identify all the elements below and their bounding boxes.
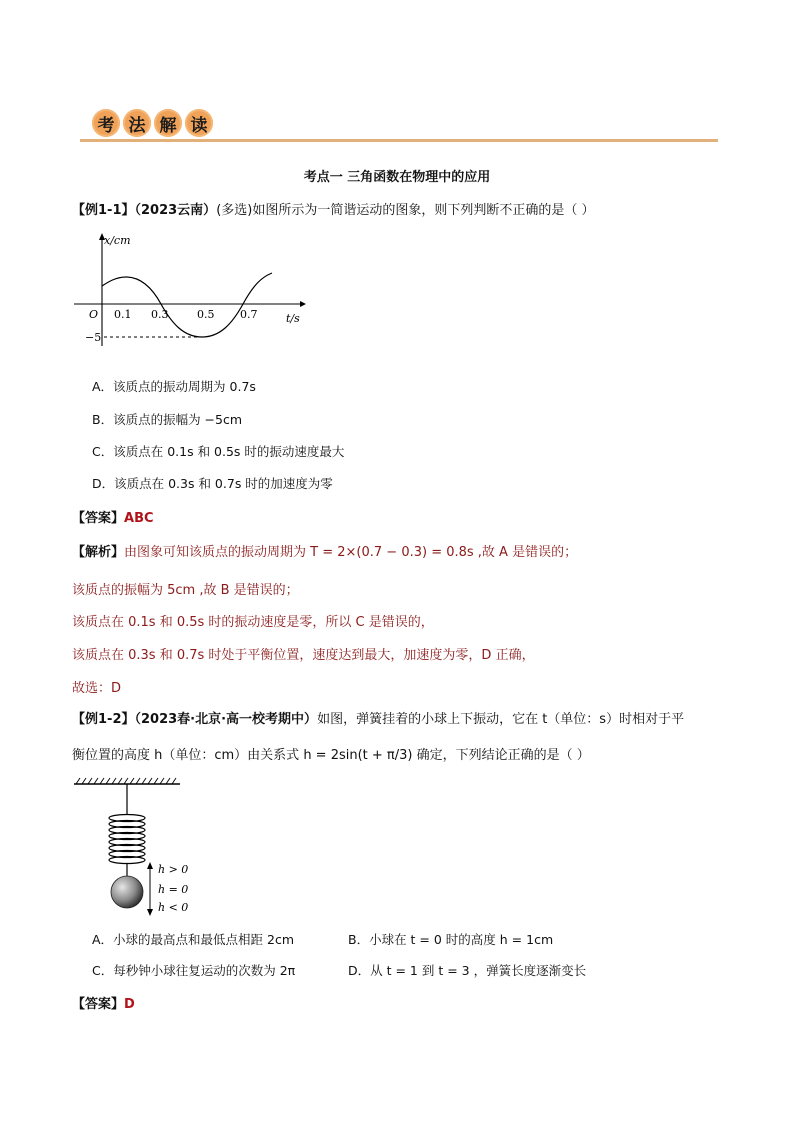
ceiling-hatch [76,778,176,784]
example-question: 如图，弹簧挂着的小球上下振动，它在 t（单位：s）时相对于平 [317,712,685,727]
answer2 [72,993,135,1012]
answer-tag: 【答案】 [72,511,125,526]
analysis-line-2: 该质点的振幅为 5cm ,故 B 是错误的； [72,583,299,598]
option-a: A．该质点的振动周期为 0.7s [92,379,256,394]
sine-curve [102,273,272,337]
x-tick-label: 0.7 [240,308,258,321]
shm-graph [72,228,312,350]
example-question: (多选)如图所示为一简谐运动的图象，则下列判断不正确的是（ ） [216,203,595,218]
option-c: C．该质点在 0.1s 和 0.5s 时的振动速度最大 [92,444,345,459]
answer-value: ABC [124,511,154,526]
y-tick-label: −5 [85,331,102,344]
spring-figure [72,776,212,918]
example2-stem-1 [72,708,684,727]
analysis-line-1 [72,541,577,560]
x-axis-label: t/s [286,312,300,325]
y-axis-label: x/cm [104,234,131,247]
example2-stem-2: 衡位置的高度 h（单位：cm）由关系式 h = 2sin(t + π/3) 确定，下列结论正确的是（ ） [72,748,590,763]
badge-char: 考 [92,109,120,137]
header-rule [80,139,718,142]
example1-stem [72,199,594,218]
section-badge [92,109,216,139]
analysis-tag: 【解析】 [72,545,125,560]
x-axis-arrow [300,301,306,307]
example-source: （2023春·北京·高一校考期中） [134,712,318,727]
answer-tag: 【答案】 [72,997,125,1012]
badge-char: 读 [185,109,213,137]
option-b: B．该质点的振幅为 −5cm [92,412,243,427]
option-a: A．小球的最高点和最低点相距 2cm [92,932,295,947]
arrow-up [147,862,153,869]
badge-char: 法 [123,109,151,137]
option-b: B．小球在 t = 0 时的高度 h = 1cm [348,932,554,947]
analysis-line-3: 该质点在 0.1s 和 0.5s 时的振动速度是零，所以 C 是错误的， [72,615,434,630]
x-tick-label: 0.1 [114,308,132,321]
analysis-text: 由图象可知该质点的振动周期为 T = 2×(0.7 − 0.3) = 0.8s ,故 A 是错误的； [124,545,578,560]
x-tick-label: 0.5 [197,308,215,321]
example-source: （2023云南） [134,203,217,218]
answer-value: D [124,997,135,1012]
option-d: D．从 t = 1 到 t = 3 ，弹簧长度逐渐变长 [348,963,587,978]
option-c: C．每秒钟小球往复运动的次数为 2π [92,963,296,978]
badge-char: 解 [154,109,182,137]
answer1 [72,507,154,526]
analysis-conclusion: 故选：D [72,681,122,696]
label-h-positive: h > 0 [158,863,189,876]
analysis-line-4: 该质点在 0.3s 和 0.7s 时处于平衡位置，速度达到最大，加速度为零，D 正确， [72,648,535,663]
ball [111,876,143,908]
spring [109,815,145,864]
section-title: 考点一 三角函数在物理中的应用 [303,170,491,185]
label-h-negative: h < 0 [158,901,189,914]
x-tick-label: 0.3 [151,308,169,321]
arrow-down [147,909,153,916]
label-h-zero: h = 0 [158,883,189,896]
option-d: D．该质点在 0.3s 和 0.7s 时的加速度为零 [92,476,333,491]
origin-label: O [89,308,99,321]
example-tag: 【例1-2】 [72,712,135,727]
example-tag: 【例1-1】 [72,203,135,218]
